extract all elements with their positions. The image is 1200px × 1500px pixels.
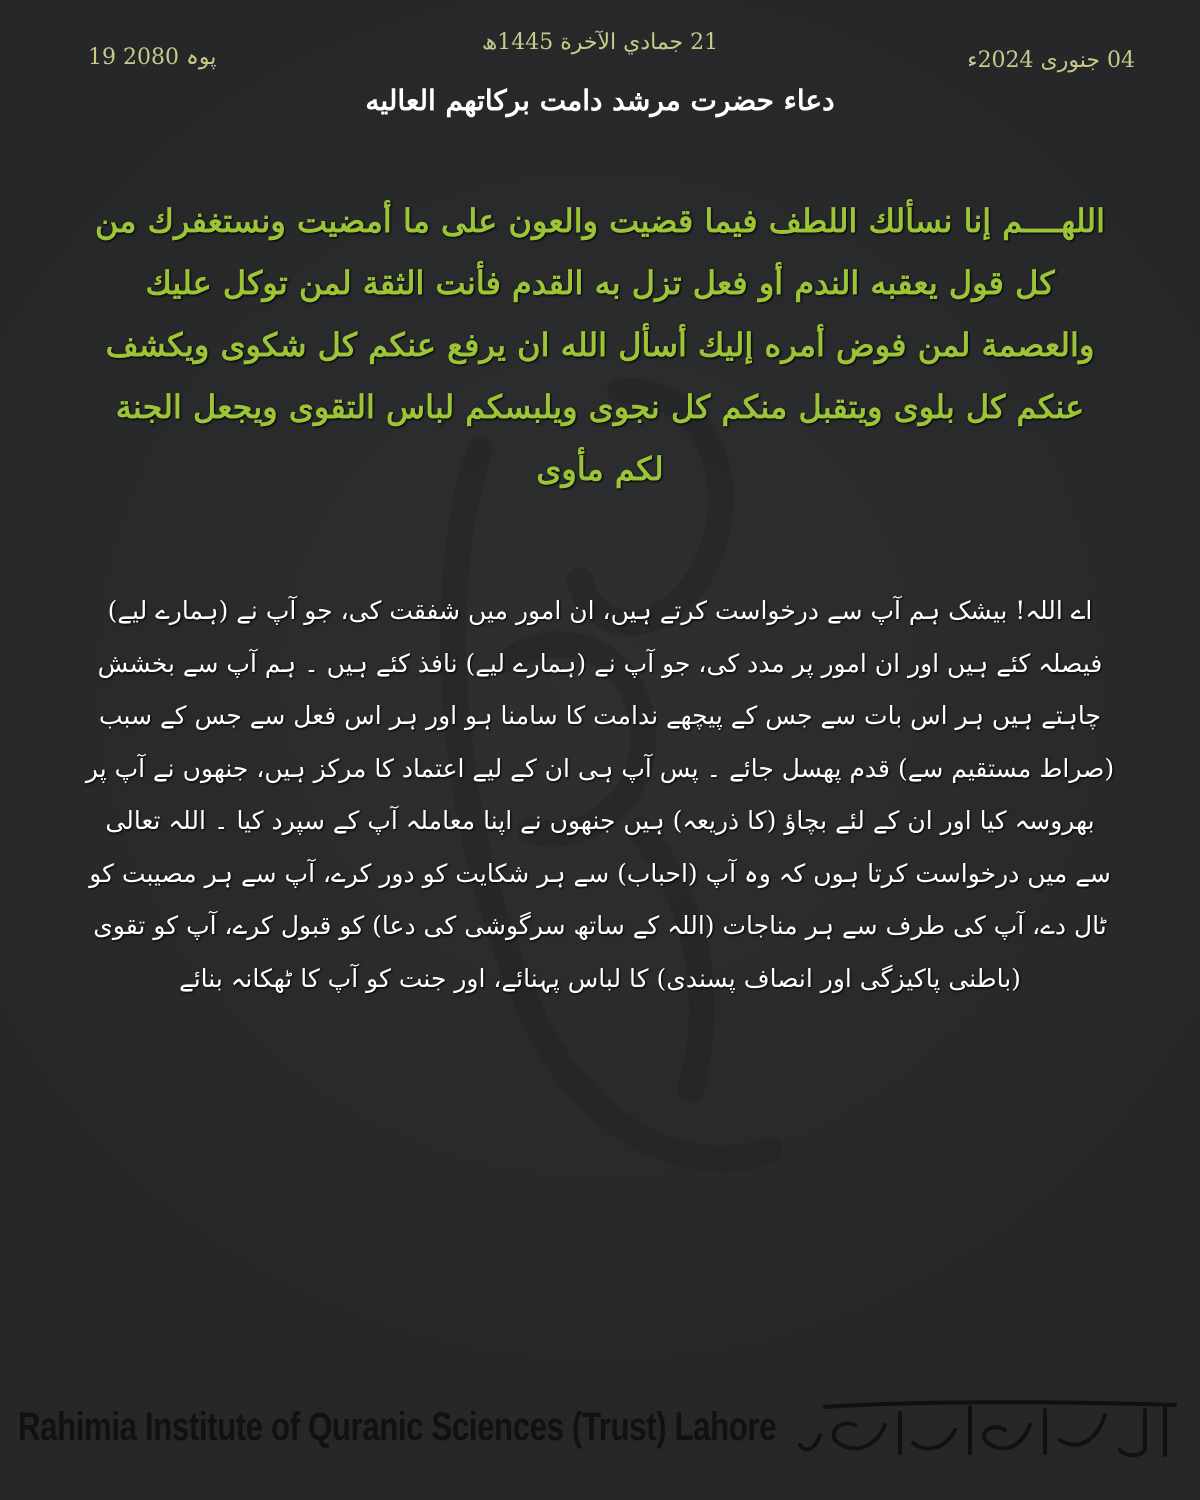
date-header xyxy=(0,30,1200,80)
bikrami-date: 19 پوہ 2080 xyxy=(88,45,217,70)
institute-calligraphy-logo xyxy=(795,1395,1185,1465)
arabic-dua: اللهــــم إنا نسألك اللطف فيما قضيت والعون على ما أمضيت ونستغفرك من كل قول يعقبه الندم أو فعل تزل به القدم فأنت الثقة لمن توكل عليك والعصمة لمن فوض أمره إليك أسأل الله ان يرفع عنكم كل شكوى ويكشف عنكم كل بلوى ويتقبل منكم كل نجوى ويلبسكم لباس التقوى ويجعل الجنة لكم مأوى xyxy=(94,202,1106,488)
hijri-date: 21 جمادي الآخرة 1445ھ xyxy=(481,30,719,55)
footer xyxy=(0,1395,1200,1475)
urdu-translation: اے اللہ! بیشک ہم آپ سے درخواست کرتے ہیں، ان امور میں شفقت کی، جو آپ نے (ہمارے لیے) فیصلہ کئے ہیں اور ان امور پر مدد کی، جو آپ نے (ہمارے لیے) نافذ کئے ہیں ۔ ہم آپ سے بخشش چاہتے ہیں ہر اس بات سے جس کے پیچھے ندامت کا سامنا ہو اور ہر اس فعل سے جس کے سبب (صراط مستقیم سے) قدم پھسل جائے ۔ پس آپ ہی ان کے لیے اعتماد کا مرکز ہیں، جنھوں نے آپ پر بھروسہ کیا اور ان کے لئے بچاؤ (کا ذریعہ) ہیں جنھوں نے اپنا معاملہ آپ کے سپرد کیا ۔ اللہ تعالی سے میں درخواست کرتا ہوں کہ وہ آپ (احباب) سے ہر شکایت کو دور کرے، آپ سے ہر مصیبت کو ٹال دے، آپ کی طرف سے ہر مناجات (اللہ کے ساتھ سرگوشی کی دعا) کو قبول کرے، آپ کو تقوی (باطنی پاکیزگی اور انصاف پسندی) کا لباس پہنائے، اور جنت کو آپ کا ٹھکانہ بنائے xyxy=(85,596,1115,993)
page-title: دعاء حضرت مرشد دامت برکاتهم العاليه xyxy=(365,84,835,117)
gregorian-date: 04 جنوری 2024ء xyxy=(967,48,1135,73)
institute-name: Rahimia Institute of Quranic Sciences (Trust) Lahore xyxy=(18,1405,777,1449)
